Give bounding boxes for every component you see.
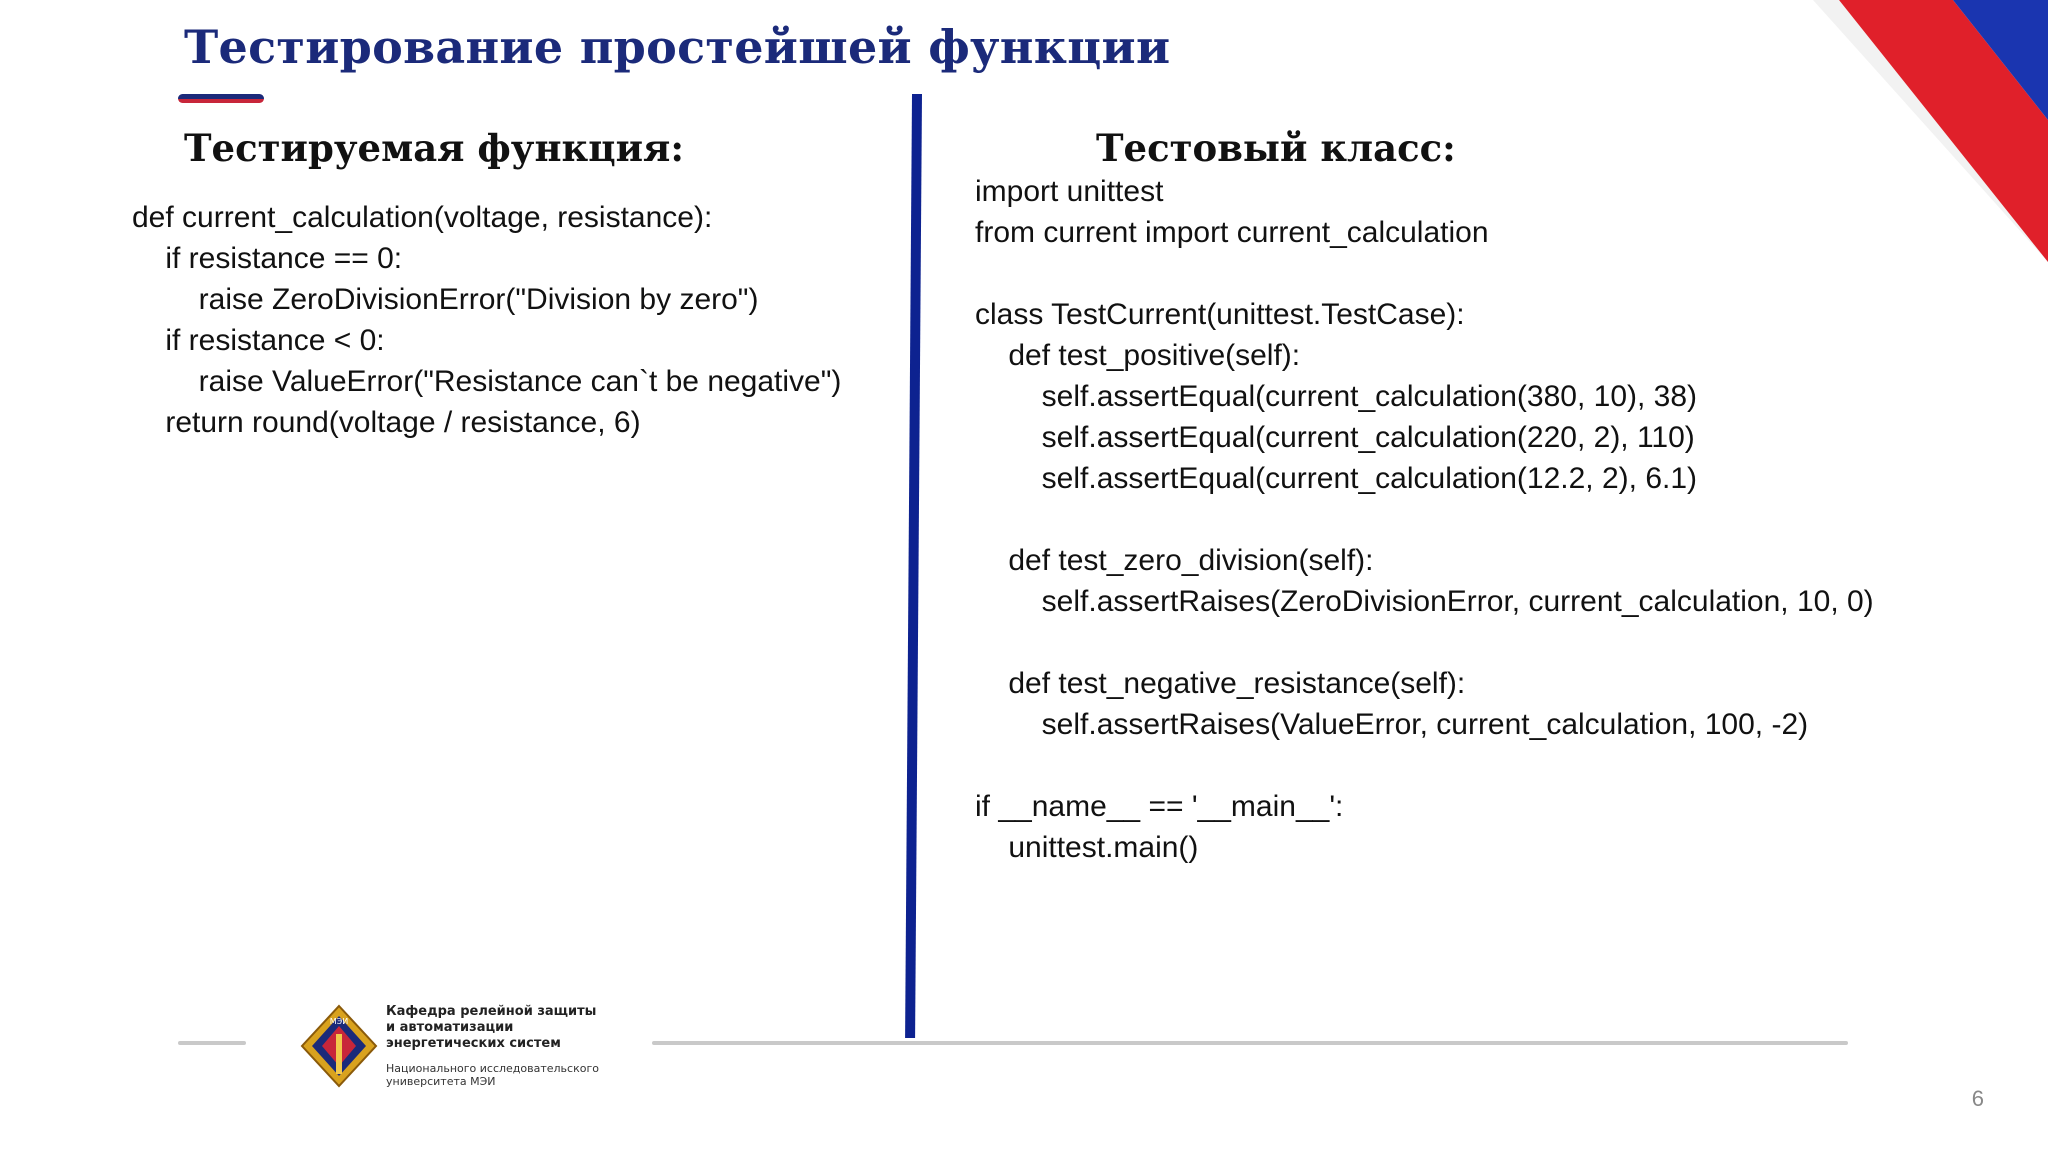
emblem-label: МЭИ [329,1017,349,1026]
title-underline [178,94,264,103]
university-name: Национального исследовательского университета МЭИ [386,1062,599,1088]
function-code-block: def current_calculation(voltage, resistance): if resistance == 0: raise ZeroDivisionError("Division by zero") if resistance < 0: raise ValueError("Resistance can`t be negative") return round(voltage / resistance, 6) [132,201,842,439]
department-emblem-icon [300,1004,378,1088]
column-divider [905,94,922,1038]
page-number: 6 [1971,1086,1984,1111]
department-name: Кафедра релейной защиты и автоматизации энергетических систем [386,1004,597,1051]
left-panel-heading: Тестируемая функция: [184,126,685,170]
department-logo-text [386,1004,636,1088]
slide-title: Тестирование простейшей функции [184,20,1171,74]
test-class-code-block: import unittest from current import current_calculation class TestCurrent(unittest.TestCase): def test_positive(self): self.assertEqual(current_calculation(380, 10), 38) self.assertEqual(current_calculation(220, 2), 110) self.assertEqual(current_calculation(12.2, 2), 6.1) def test_zero_division(self): self.assertRaises(ZeroDivisionError, current_calculation, 10, 0) def test_negative_resistance(self): self.assertRaises(ValueError, current_calculation, 100, -2) if __name__ == '__main__': unittest.main() [975,175,1874,864]
footer-line-right [652,1041,1848,1045]
right-panel-heading: Тестовый класс: [1096,126,1456,170]
footer-line-left [178,1041,246,1045]
